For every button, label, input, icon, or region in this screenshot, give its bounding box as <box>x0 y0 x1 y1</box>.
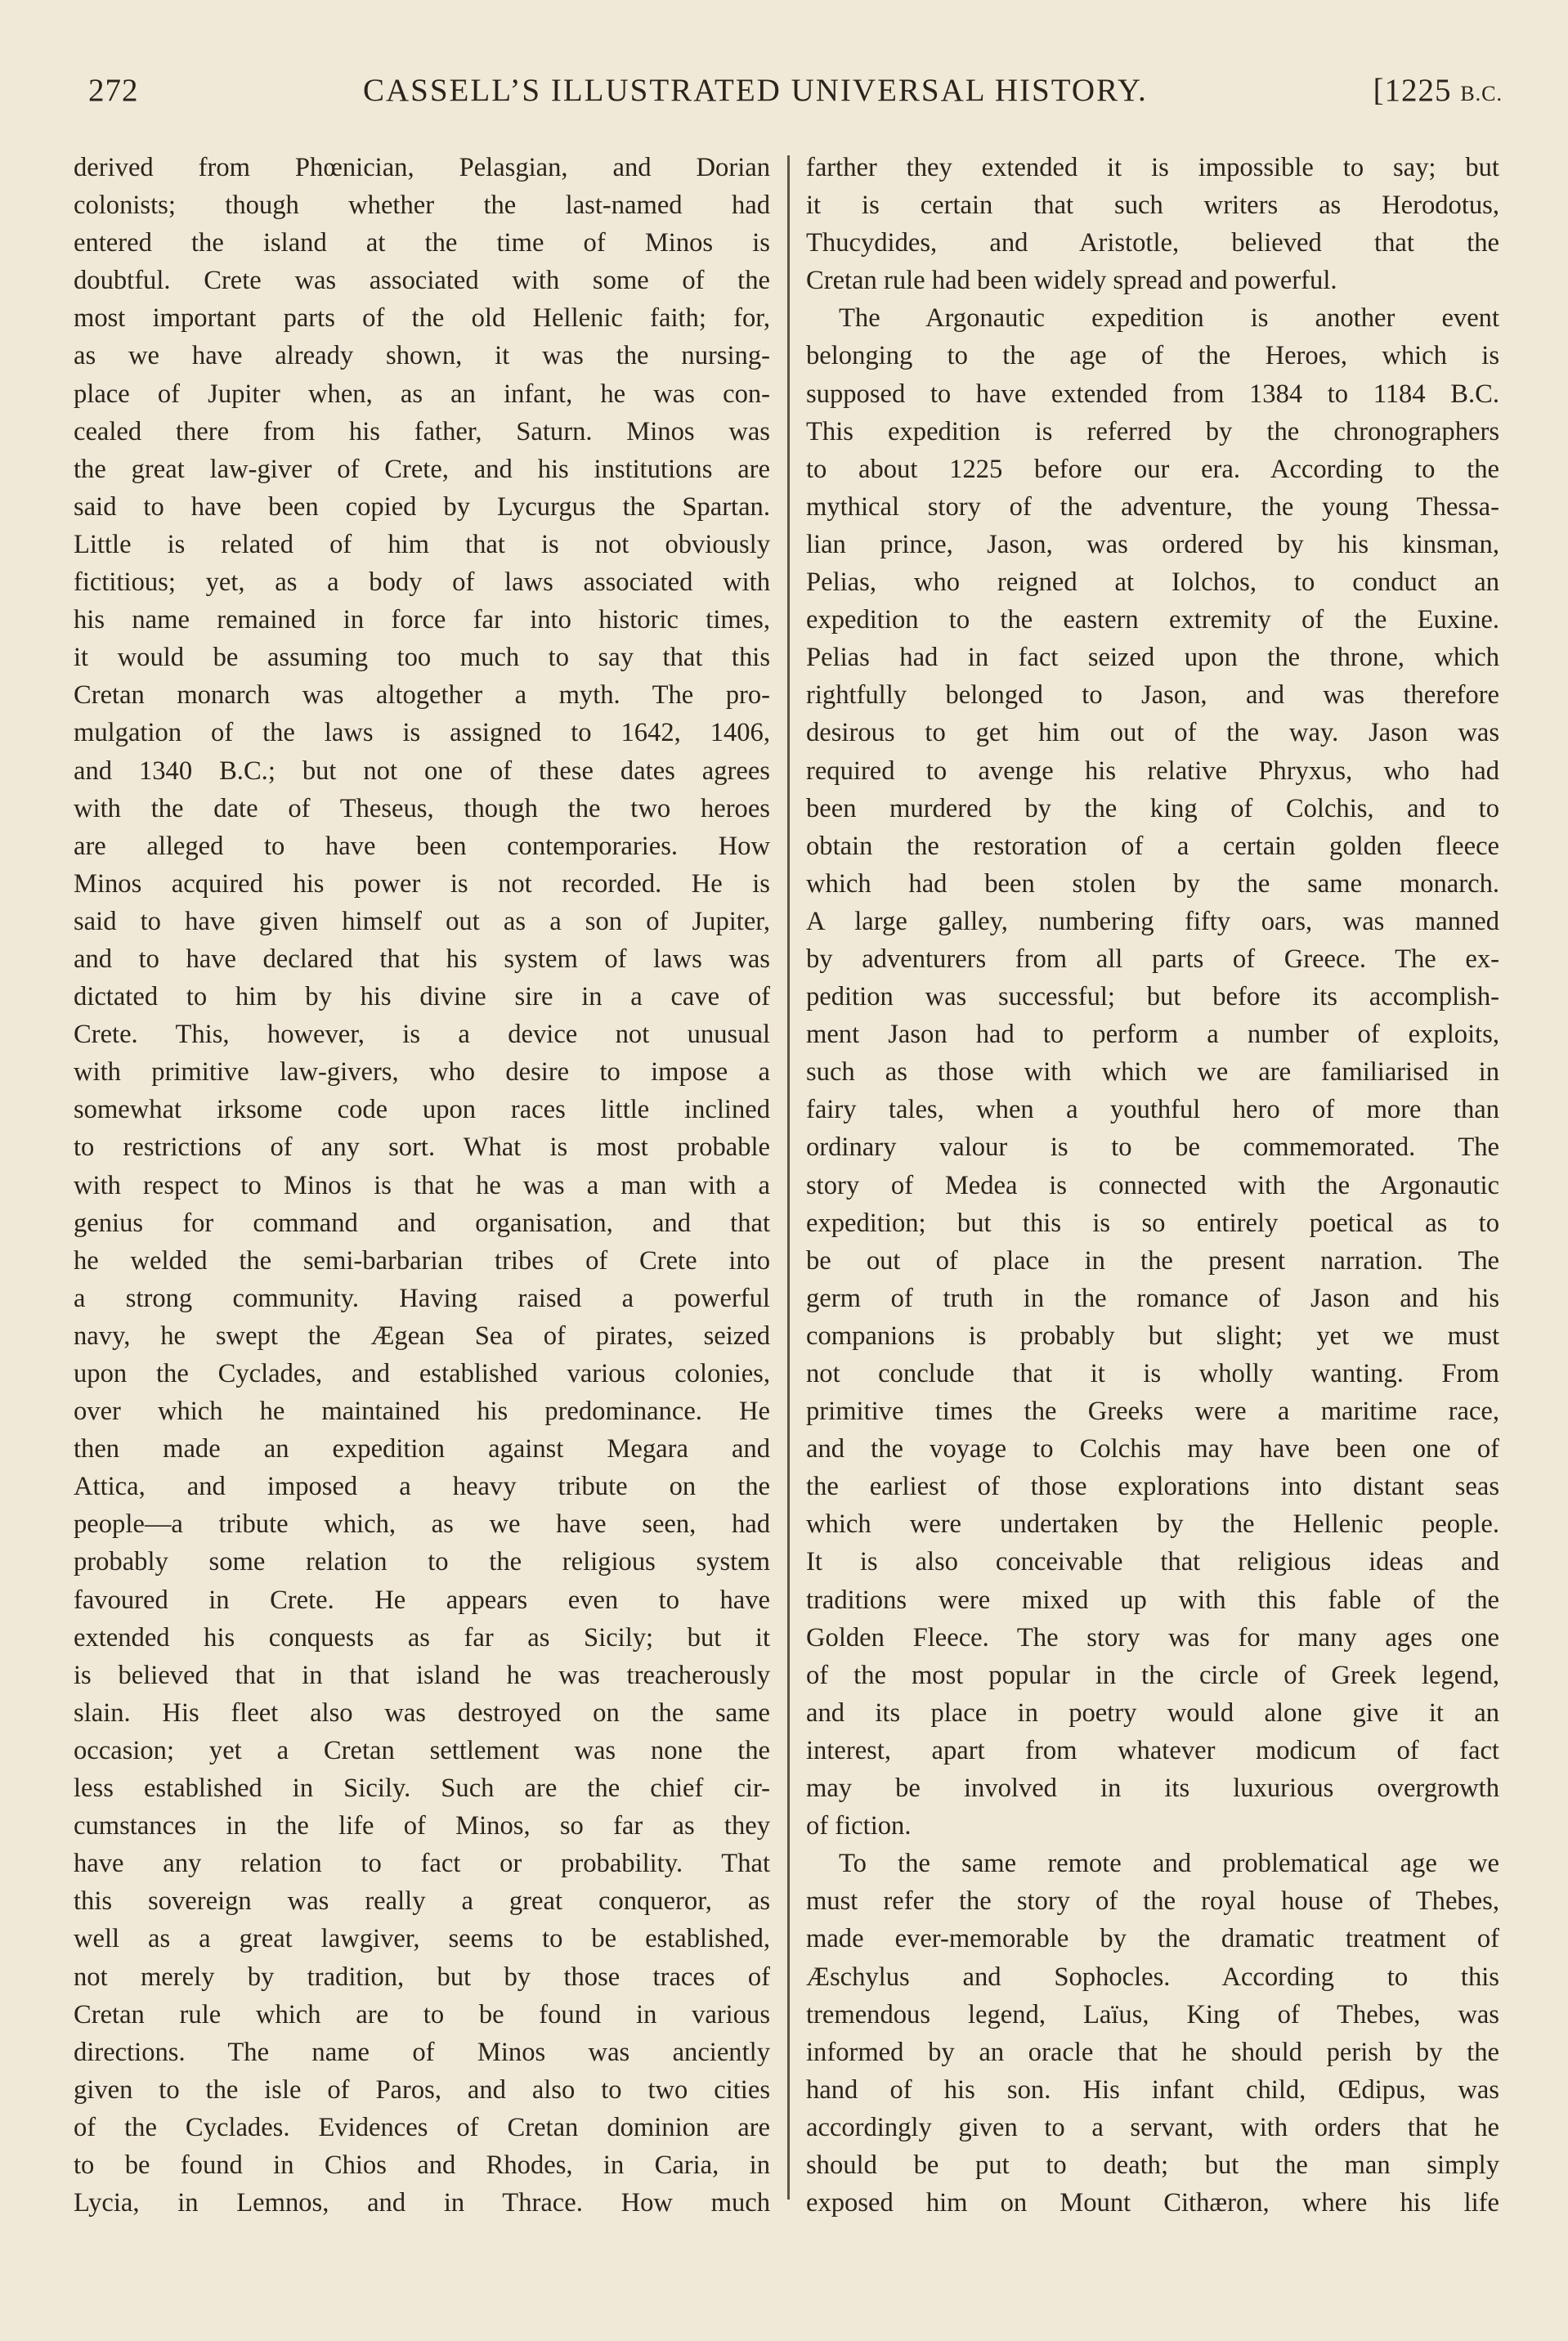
text-line: pedition was successful; but before its accomplish- <box>806 982 1499 1012</box>
text-line: ordinary valour is to be commemorated. The <box>806 1132 1499 1163</box>
text-line: exposed him on Mount Cithæron, where his life <box>806 2188 1499 2218</box>
text-line: place of Jupiter when, as an infant, he was con- <box>74 379 770 409</box>
text-line: have any relation to fact or probability. That <box>74 1849 770 1879</box>
text-line: must refer the story of the royal house of Thebes, <box>806 1886 1499 1917</box>
text-line: supposed to have extended from 1384 to 1184 B.C. <box>806 379 1499 409</box>
text-line: not conclude that it is wholly wanting. From <box>806 1359 1499 1388</box>
text-line: To the same remote and problematical age we <box>839 1849 1499 1879</box>
text-line: germ of truth in the romance of Jason and his <box>806 1283 1499 1313</box>
text-line: Attica, and imposed a heavy tribute on the <box>74 1472 770 1502</box>
text-line: informed by an oracle that he should perish by the <box>806 2037 1499 2067</box>
text-line: Crete. This, however, is a device not unusual <box>74 1020 770 1050</box>
text-line: favoured in Crete. He appears even to have <box>74 1585 770 1615</box>
text-line: derived from Phœnician, Pelasgian, and Dorian <box>74 153 770 182</box>
text-line: colonists; though whether the last-named had <box>74 191 770 221</box>
text-line: primitive times the Greeks were a maritime race, <box>806 1397 1499 1427</box>
text-line: desirous to get him out of the way. Jason was <box>806 718 1499 748</box>
text-line: may be involved in its luxurious overgrowth <box>806 1774 1499 1804</box>
text-line: A large galley, numbering fifty oars, was manned <box>806 906 1499 936</box>
text-line: and to have declared that his system of laws was <box>74 944 770 974</box>
text-line: the great law-giver of Crete, and his institutions are <box>74 454 770 484</box>
text-line: given to the isle of Paros, and also to two cities <box>74 2074 770 2105</box>
text-line: Cretan rule which are to be found in various <box>74 1999 770 2029</box>
text-line: over which he maintained his predominance. He <box>74 1397 770 1427</box>
text-line: to about 1225 before our era. According to the <box>806 454 1499 484</box>
text-line: a strong community. Having raised a powerful <box>74 1283 770 1313</box>
text-line: traditions were mixed up with this fable of the <box>806 1585 1499 1615</box>
print-smudge <box>1079 44 1210 57</box>
text-line: less established in Sicily. Such are the chief cir- <box>74 1774 770 1804</box>
text-line: made ever-memorable by the dramatic treatment of <box>806 1924 1499 1954</box>
text-line: it would be assuming too much to say that this <box>74 643 770 673</box>
text-line: slain. His fleet also was destroyed on the same <box>74 1697 770 1728</box>
text-line: Little is related of him that is not obviously <box>74 529 770 559</box>
text-line: probably some relation to the religious system <box>74 1547 770 1577</box>
text-line: been murdered by the king of Colchis, and to <box>806 793 1499 823</box>
text-line: as we have already shown, it was the nursing- <box>74 341 770 371</box>
text-line: This expedition is referred by the chronographers <box>806 416 1499 446</box>
text-line: Minos acquired his power is not recorded. He is <box>74 868 770 899</box>
text-line: then made an expedition against Megara and <box>74 1434 770 1464</box>
text-line: required to avenge his relative Phryxus, who had <box>806 756 1499 786</box>
text-line: story of Medea is connected with the Argonautic <box>806 1170 1499 1200</box>
text-line: genius for command and organisation, and that <box>74 1208 770 1238</box>
text-line: fictitious; yet, as a body of laws associated with <box>74 567 770 598</box>
text-line: mythical story of the adventure, the young Thessa- <box>806 491 1499 522</box>
text-line: lian prince, Jason, was ordered by his kinsman, <box>806 529 1499 559</box>
text-line: well as a great lawgiver, seems to be established, <box>74 1924 770 1954</box>
left-column <box>74 149 770 2222</box>
text-line: to be found in Chios and Rhodes, in Caria, in <box>74 2150 770 2180</box>
text-line: with the date of Theseus, though the two heroes <box>74 793 770 823</box>
text-line: should be put to death; but the man simply <box>806 2150 1499 2180</box>
column-divider <box>787 155 790 2200</box>
text-line: cealed there from his father, Saturn. Minos was <box>74 416 770 446</box>
text-line: interest, apart from whatever modicum of fact <box>806 1735 1499 1765</box>
text-line: dictated to him by his divine sire in a cave of <box>74 982 770 1012</box>
text-line: people—a tribute which, as we have seen, had <box>74 1509 770 1540</box>
text-line: his name remained in force far into historic times, <box>74 605 770 635</box>
text-line: Cretan rule had been widely spread and powerful. <box>806 266 1337 296</box>
text-line: said to have been copied by Lycurgus the Spartan. <box>74 491 770 522</box>
text-line: and 1340 B.C.; but not one of these dates agrees <box>74 756 770 786</box>
text-line: Thucydides, and Aristotle, believed that the <box>806 228 1499 258</box>
header-date <box>1373 72 1503 109</box>
text-line: Æschylus and Sophocles. According to this <box>806 1962 1499 1992</box>
text-line: directions. The name of Minos was anciently <box>74 2037 770 2067</box>
text-line: expedition to the eastern extremity of the Euxine. <box>806 605 1499 635</box>
text-line: most important parts of the old Hellenic faith; for, <box>74 303 770 334</box>
text-line: and its place in poetry would alone give it an <box>806 1697 1499 1728</box>
text-line: Pelias, who reigned at Iolchos, to conduct an <box>806 567 1499 598</box>
header-date-year: [1225 <box>1373 73 1452 108</box>
text-line: belonging to the age of the Heroes, which is <box>806 341 1499 371</box>
text-line: to restrictions of any sort. What is most probable <box>74 1132 770 1163</box>
running-header <box>72 72 1503 121</box>
text-line: occasion; yet a Cretan settlement was none the <box>74 1735 770 1765</box>
text-line: cumstances in the life of Minos, so far as they <box>74 1811 770 1841</box>
text-line: the earliest of those explorations into distant seas <box>806 1472 1499 1502</box>
text-line: Pelias had in fact seized upon the throne, which <box>806 643 1499 673</box>
text-line: fairy tales, when a youthful hero of more than <box>806 1095 1499 1125</box>
text-line: is believed that in that island he was treacherously <box>74 1660 770 1690</box>
right-column <box>806 149 1499 2222</box>
text-line: hand of his son. His infant child, Œdipus, was <box>806 2074 1499 2105</box>
text-line: expedition; but this is so entirely poetical as to <box>806 1208 1499 1238</box>
text-line: The Argonautic expedition is another event <box>839 303 1499 334</box>
text-line: and the voyage to Colchis may have been one of <box>806 1434 1499 1464</box>
text-line: somewhat irksome code upon races little inclined <box>74 1095 770 1125</box>
text-line: It is also conceivable that religious ideas and <box>806 1547 1499 1577</box>
text-line: which had been stolen by the same monarch. <box>806 868 1499 899</box>
book-title: CASSELL’S ILLUSTRATED UNIVERSAL HISTORY. <box>363 73 1148 108</box>
text-line: of the most popular in the circle of Greek legend, <box>806 1660 1499 1690</box>
text-line: such as those with which we are familiarised in <box>806 1057 1499 1088</box>
text-line: extended his conquests as far as Sicily; but it <box>74 1622 770 1653</box>
header-date-suffix: B.C. <box>1460 82 1503 105</box>
text-line: rightfully belonged to Jason, and was therefore <box>806 680 1499 711</box>
text-line: of fiction. <box>806 1811 912 1841</box>
text-line: with primitive law-givers, who desire to impose a <box>74 1057 770 1088</box>
text-line: with respect to Minos is that he was a man with a <box>74 1170 770 1200</box>
text-line: navy, he swept the Ægean Sea of pirates, seized <box>74 1321 770 1351</box>
text-line: accordingly given to a servant, with orders that he <box>806 2112 1499 2142</box>
text-line: tremendous legend, Laïus, King of Thebes, was <box>806 1999 1499 2029</box>
text-line: are alleged to have been contemporaries. How <box>74 831 770 861</box>
text-line: mulgation of the laws is assigned to 1642, 1406, <box>74 718 770 748</box>
text-line: farther they extended it is impossible to say; but <box>806 153 1499 182</box>
text-line: ment Jason had to perform a number of exploits, <box>806 1020 1499 1050</box>
page-number: 272 <box>88 73 139 108</box>
text-line: Lycia, in Lemnos, and in Thrace. How much <box>74 2188 770 2218</box>
text-line: he welded the semi-barbarian tribes of Crete into <box>74 1245 770 1276</box>
text-line: obtain the restoration of a certain golden fleece <box>806 831 1499 861</box>
text-line: upon the Cyclades, and established various colonies, <box>74 1359 770 1388</box>
text-line: not merely by tradition, but by those traces of <box>74 1962 770 1992</box>
text-line: of the Cyclades. Evidences of Cretan dominion are <box>74 2112 770 2142</box>
text-line: Cretan monarch was altogether a myth. The pro- <box>74 680 770 711</box>
text-line: Golden Fleece. The story was for many ages one <box>806 1622 1499 1653</box>
text-line: doubtful. Crete was associated with some of the <box>74 266 770 296</box>
text-line: this sovereign was really a great conqueror, as <box>74 1886 770 1917</box>
text-line: said to have given himself out as a son of Jupiter, <box>74 906 770 936</box>
text-line: entered the island at the time of Minos is <box>74 228 770 258</box>
text-line: be out of place in the present narration. The <box>806 1245 1499 1276</box>
text-line: which were undertaken by the Hellenic people. <box>806 1509 1499 1540</box>
text-line: it is certain that such writers as Herodotus, <box>806 191 1499 221</box>
text-line: companions is probably but slight; yet we must <box>806 1321 1499 1351</box>
text-line: by adventurers from all parts of Greece. The ex- <box>806 944 1499 974</box>
